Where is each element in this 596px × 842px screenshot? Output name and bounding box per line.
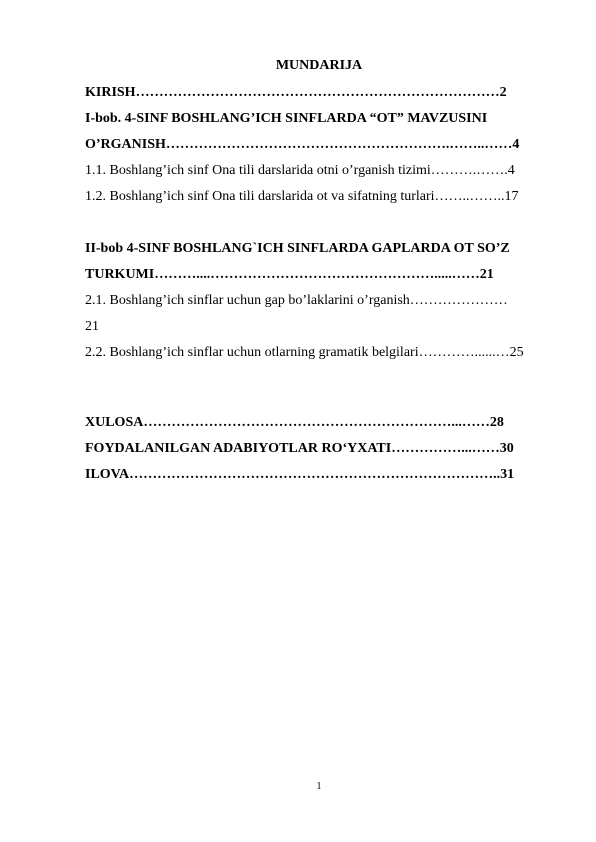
page-title: MUNDARIJA (275, 58, 363, 73)
toc-entry-xulosa: XULOSA…………………………………………………………...……28 (85, 415, 504, 430)
toc-entry-2-1: 2.1. Boshlang’ich sinflar uchun gap bo’laklarini o’rganish………………… (85, 293, 508, 308)
toc-entry-2-2: 2.2. Boshlang’ich sinflar uchun otlarning gramatik belgilari…………......…25 (85, 345, 524, 360)
page-number: 1 (316, 781, 322, 792)
toc-entry-1-1: 1.1. Boshlang’ich sinf Ona tili darslarida otni o’rganish tizimi……….…….4 (85, 163, 515, 178)
toc-entry-foydalanilgan-adabiyotlar: FOYDALANILGAN ADABIYOTLAR RO‘YXATI……………...……30 (85, 441, 514, 456)
toc-chapter-1-title-cont: O’RGANISH…………………………………………………….……..……4 (85, 137, 520, 152)
toc-chapter-2-title-cont: TURKUMI………....………………………………………….....……21 (85, 267, 494, 282)
toc-entry-kirish: KIRISH……………………………………………………………………2 (85, 85, 507, 100)
toc-entry-ilova: ILOVA……………………………………………………………………..31 (85, 467, 515, 482)
toc-entry-1-2: 1.2. Boshlang’ich sinf Ona tili darslarida ot va sifatning turlari……..……..17 (85, 189, 519, 204)
toc-entry-2-1-page: 21 (85, 319, 99, 334)
toc-chapter-1-title: I-bob. 4-SINF BOSHLANG’ICH SINFLARDA “OT” MAVZUSINI (85, 111, 488, 126)
toc-chapter-2-title: II-bob 4-SINF BOSHLANG`ICH SINFLARDA GAPLARDA OT SO’Z (85, 241, 510, 256)
